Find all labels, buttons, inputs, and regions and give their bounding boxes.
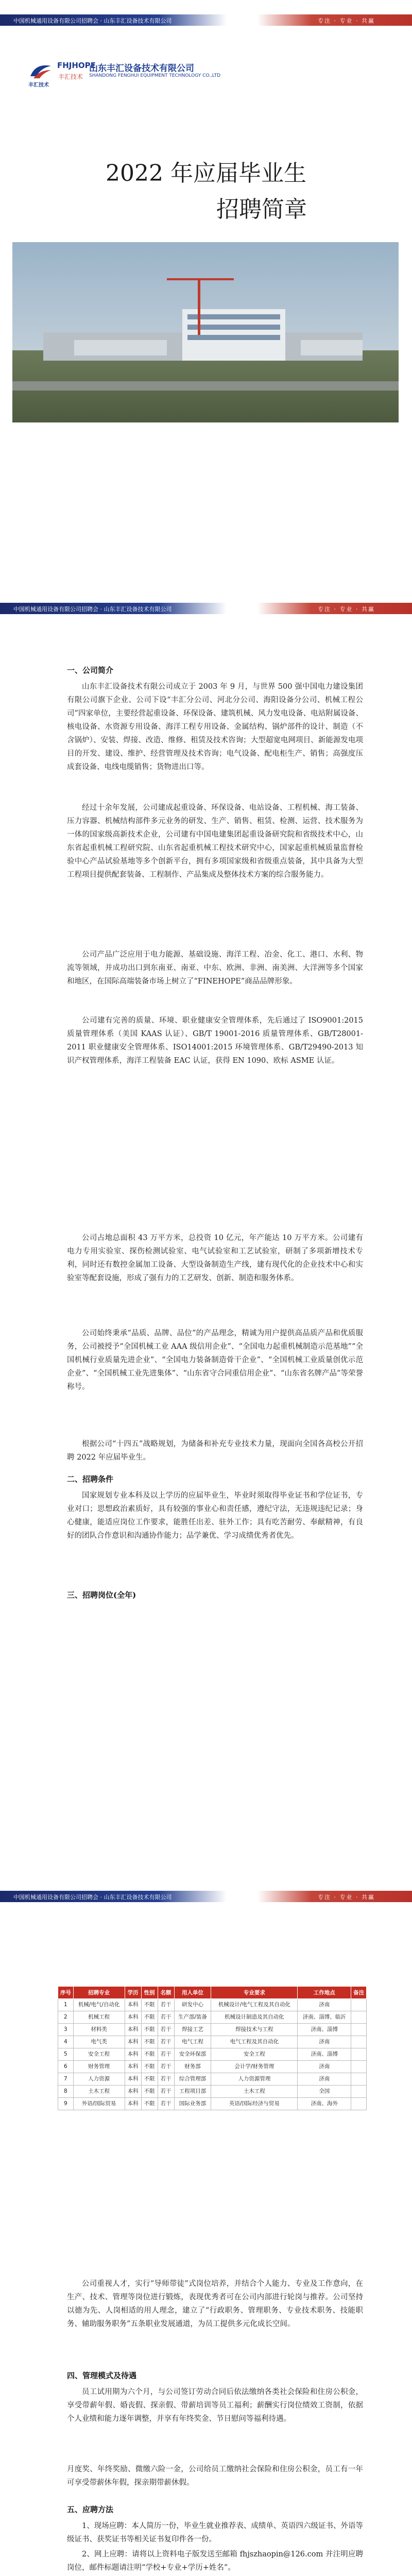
table-cell: 1 — [58, 1999, 74, 2011]
table-cell: 本科 — [125, 2036, 141, 2048]
table-cell: 材料类 — [73, 2024, 125, 2036]
table-cell: 综合管理部 — [174, 2073, 211, 2086]
table-header-cell: 名额 — [158, 1987, 174, 1999]
header-right-band — [258, 603, 412, 614]
page-1 — [0, 0, 412, 577]
section-heading-apply: 五、应聘方法 — [67, 2505, 114, 2514]
table-cell: 本科 — [125, 2061, 141, 2073]
table-header-cell: 招聘专业 — [73, 1987, 125, 1999]
apply-paragraph-2: 2、网上应聘：请将以上资料电子版发送至邮箱 fhjszhaopin@126.com 并注明应聘岗位，邮件标题请注明“学校+专业+学历+姓名”。 — [67, 2550, 363, 2572]
header-left-band — [0, 14, 227, 26]
table-cell: 若干 — [158, 2098, 174, 2110]
table-cell — [351, 2036, 367, 2048]
table-header-cell: 学历 — [125, 1987, 141, 1999]
table-cell: 电气工程及其自动化 — [211, 2036, 298, 2048]
table-cell: 7 — [58, 2073, 74, 2086]
table-cell: 生产部/装备 — [174, 2011, 211, 2024]
header-left-band — [0, 1891, 227, 1902]
intro-paragraph-4: 公司建有完善的质量、环境、职业健康安全管理体系，先后通过了 ISO9001:2015 质量管理体系（美国 KAAS 认证）、GB/T 19001-2016 质量管理体系、GB/T28001-2011 职业健康安全管理体系、ISO14001:2015 环境管理体系、GB/T29490-2013 知识产权管理体系，海洋工程装备 EAC 认证，获得 EN 1090、欧标 ASME 认证。 — [67, 1016, 363, 1065]
table-cell: 若干 — [158, 2086, 174, 2098]
header-left-text: 中国机械通用设备有限公司招聘会 · 山东丰汇设备技术有限公司 — [13, 606, 172, 613]
table-cell: 本科 — [125, 1999, 141, 2011]
table-cell: 机械/电气/自动化 — [73, 1999, 125, 2011]
table-cell: 研发中心 — [174, 1999, 211, 2011]
table-cell: 全国 — [298, 2086, 351, 2098]
table-cell: 电气类 — [73, 2036, 125, 2048]
header-bar — [0, 14, 412, 26]
table-row — [58, 1999, 367, 2011]
table-header-cell: 备注 — [351, 1987, 367, 1999]
table-cell: 不限 — [141, 2024, 158, 2036]
intro-paragraph-2: 经过十余年发展，公司建成起重设备、环保设备、电站设备、工程机械、海工装备、压力容器、机械结构部件多元业务的研发、生产、销售、租赁、检测、运营、技术服务为一体的国家级高新技术企业，公司建有中国电建集团起重设备研究院和省级技术中心，山东省起重机械工程研究院、山东省起重机械工程技术研究中心，国家起重机械质量监督检验中心产品试验基地等多个创新平台，拥有多项国家级和省级重点装备，其中具备为大型工程项目提供配套装备、工程制作、产品集成及整体技术方案的综合服务能力。 — [67, 804, 363, 879]
company-name-en: SHANDONG FENGHUI EQUIPMENT TECHNOLOGY CO.,LTD — [89, 73, 221, 78]
header-right-text: 专注 · 专业 · 共赢 — [318, 1894, 375, 1901]
table-cell: 土木工程 — [73, 2086, 125, 2098]
header-right-text: 专注 · 专业 · 共赢 — [318, 18, 375, 24]
table-cell — [351, 2086, 367, 2098]
table-cell: 若干 — [158, 2061, 174, 2073]
table-header-row — [58, 1987, 367, 1999]
table-cell: 人力资源 — [73, 2073, 125, 2086]
table-cell: 3 — [58, 2024, 74, 2036]
table-header-cell: 专业要求 — [211, 1987, 298, 1999]
table-cell: 本科 — [125, 2086, 141, 2098]
table-cell: 本科 — [125, 2011, 141, 2024]
management-paragraph-1: 公司重视人才，实行“导师带徒”式岗位培养，并结合个人能力、专业及工作意向，在生产、技术、管理等岗位进行锻炼，表现优秀者可在公司内部进行轮岗与推荐。公司坚持以德为先、人岗相适的用人理念，建立了“行政职务、管理职务、专业技术职务、技能职务、辅助服务职务”五条职业发展通道，为员工提供多元化成长空间。 — [67, 2280, 363, 2328]
table-cell: 安全工程 — [211, 2048, 298, 2061]
table-cell: 济南、淄博、临沂 — [298, 2011, 351, 2024]
logo-caption: 丰汇技术 — [28, 82, 49, 88]
section-heading-requirements: 二、招聘条件 — [67, 1475, 114, 1484]
table-cell: 电气工程 — [174, 2036, 211, 2048]
table-cell: 济南、淄博 — [298, 2024, 351, 2036]
table-cell: 本科 — [125, 2024, 141, 2036]
table-cell: 若干 — [158, 1999, 174, 2011]
header-left-band — [0, 603, 227, 614]
section-heading-management: 四、管理模式及待遇 — [67, 2371, 137, 2380]
table-cell: 不限 — [141, 1999, 158, 2011]
header-right-band — [258, 14, 412, 26]
table-cell: 济南 — [298, 2073, 351, 2086]
intro-paragraph-3: 公司产品广泛应用于电力能源、基础设施、海洋工程、冶金、化工、港口、水利、物流等领域，并成功出口到东南亚、南亚、中东、欧洲、非洲、南美洲、大洋洲等多个国家和地区，在国际高端装备市场上树立了“FINEHOPE”商品品牌形象。 — [67, 951, 363, 986]
logo-icon — [28, 61, 53, 80]
table-row — [58, 2098, 367, 2110]
table-header-cell: 用人单位 — [174, 1987, 211, 1999]
table-cell: 机械设计/电气工程及其自动化 — [211, 1999, 298, 2011]
table-cell — [351, 2098, 367, 2110]
table-cell: 本科 — [125, 2048, 141, 2061]
table-header-cell: 性别 — [141, 1987, 158, 1999]
company-name-cn: 山东丰汇设备技术有限公司 — [89, 63, 194, 74]
table-row — [58, 2073, 367, 2086]
header-bar — [0, 1891, 412, 1902]
table-cell: 若干 — [158, 2073, 174, 2086]
page-2 — [0, 587, 412, 1170]
page-4 — [0, 2463, 412, 2576]
table-cell: 9 — [58, 2098, 74, 2110]
table-row — [58, 2086, 367, 2098]
intro-paragraph-6: 公司始终秉承“品质、品牌、品位”的产品理念，精诚为用户提供高品质产品和优质服务，公司被授予“全国机械工业 AAA 级信用企业”、“全国电力起重机械制造示范基地”“全国机械行业质量先进企业”、“全国电力装备制造骨干企业”、“全国机械工业质量创优示范企业”、“全国机械工业先进集体”、“山东省守合同重信用企业”、“山东省名牌产品”等荣誉称号。 — [67, 1329, 363, 1391]
title-line-2: 招聘简章 — [216, 196, 307, 223]
table-cell: 若干 — [158, 2011, 174, 2024]
table-cell — [351, 2048, 367, 2061]
section-heading-intro: 一、公司简介 — [67, 666, 114, 675]
table-row — [58, 2011, 367, 2024]
table-cell: 若干 — [158, 2048, 174, 2061]
factory-photo — [12, 242, 399, 422]
table-cell: 外语/国际贸易 — [73, 2098, 125, 2110]
header-right-band — [258, 1891, 412, 1902]
table-cell: 济南 — [298, 2061, 351, 2073]
header-left-text: 中国机械通用设备有限公司招聘会 · 山东丰汇设备技术有限公司 — [13, 1894, 172, 1901]
table-cell: 不限 — [141, 2098, 158, 2110]
table-cell — [351, 2024, 367, 2036]
table-row — [58, 2036, 367, 2048]
management-paragraph-2: 员工试用期为六个月，与公司签订劳动合同后依法缴纳各类社会保险和住房公积金，享受带薪年假、婚丧假、探亲假、带薪培训等员工福利；薪酬实行岗位绩效工资制，依据个人业绩和能力逐年调整，并享有年终奖金、节日慰问等福利待遇。 — [67, 2388, 363, 2423]
table-cell — [351, 2061, 367, 2073]
table-cell: 不限 — [141, 2061, 158, 2073]
intro-paragraph-7: 根据公司“十四五”战略规划，为储备和补充专业技术力量，现面向全国各高校公开招聘 2022 年应届毕业生。 — [67, 1440, 363, 1462]
table-cell: 不限 — [141, 2086, 158, 2098]
company-logo — [28, 58, 389, 89]
table-cell: 若干 — [158, 2036, 174, 2048]
table-cell: 机械工程 — [73, 2011, 125, 2024]
table-cell: 财务管理 — [73, 2061, 125, 2073]
table-cell — [351, 1999, 367, 2011]
table-cell: 英语/国际经济与贸易 — [211, 2098, 298, 2110]
positions-table — [58, 1986, 367, 2110]
intro-paragraph-5: 公司占地总面积 43 万平方米，总投资 10 亿元，年产能达 10 万平方米。公司建有电力专用实验室、探伤检测试验室、电气试验室和工艺试验室，研制了多项新增技术专利，同时还有数控金属加工设备、大型设备制造生产线，建有现代化的企业技术中心和实验室等配套设施，形成了强有力的工艺研发、创新、制造和服务体系。 — [67, 1234, 363, 1282]
apply-paragraph-1: 1、现场应聘：本人简历一份，毕业生就业推荐表、成绩单、英语四六级证书、外语等级证书、获奖证书等相关证书复印件各一份。 — [67, 2522, 363, 2544]
table-row — [58, 2024, 367, 2036]
table-cell: 2 — [58, 2011, 74, 2024]
table-cell: 会计学/财务管理 — [211, 2061, 298, 2073]
page-3 — [0, 1180, 412, 2354]
table-cell: 安全工程 — [73, 2048, 125, 2061]
table-header-cell: 工作地点 — [298, 1987, 351, 1999]
table-cell: 不限 — [141, 2048, 158, 2061]
table-header-cell: 序号 — [58, 1987, 74, 1999]
table-cell: 土木工程 — [211, 2086, 298, 2098]
table-cell: 安全环保部 — [174, 2048, 211, 2061]
table-cell: 本科 — [125, 2073, 141, 2086]
section-heading-positions: 三、招聘岗位(全年) — [67, 1590, 136, 1600]
table-cell: 国际业务部 — [174, 2098, 211, 2110]
requirements-paragraph: 国家规划专业本科及以上学历的应届毕业生，毕业时须取得毕业证书和学位证书，专业对口；思想政治素质好，具有较强的事业心和责任感，遵纪守法，无违规违纪记录；身心健康，能适应岗位工作要求，能胜任出差、驻外工作；具有吃苦耐劳、奉献精神，有良好的团队合作意识和沟通协作能力；品学兼优、学习成绩优秀者优先。 — [67, 1492, 363, 1540]
table-cell: 济南、海外 — [298, 2098, 351, 2110]
table-row — [58, 2061, 367, 2073]
table-cell: 焊接技术与工程 — [211, 2024, 298, 2036]
table-body — [58, 1999, 367, 2110]
title-line-1: 2022 年应届毕业生 — [106, 160, 306, 187]
table-cell: 焊接工艺 — [174, 2024, 211, 2036]
header-left-text: 中国机械通用设备有限公司招聘会 · 山东丰汇设备技术有限公司 — [13, 18, 172, 24]
table-row — [58, 2048, 367, 2061]
table-cell: 不限 — [141, 2073, 158, 2086]
table-cell: 6 — [58, 2061, 74, 2073]
table-cell — [351, 2073, 367, 2086]
table-cell: 机械设计制造及其自动化 — [211, 2011, 298, 2024]
table-cell: 济南 — [298, 2036, 351, 2048]
table-cell — [351, 2011, 367, 2024]
table-cell: 济南、淄博 — [298, 2048, 351, 2061]
table-cell: 若干 — [158, 2024, 174, 2036]
management-paragraph-3: 月度奖、年终奖励、微缴六险一金，公司给员工缴纳社会保险和住房公积金，员工有一年可享受带薪休年假，探亲期带薪休假。 — [67, 2465, 363, 2487]
table-cell: 工程项目部 — [174, 2086, 211, 2098]
table-cell: 济南 — [298, 1999, 351, 2011]
table-cell: 不限 — [141, 2036, 158, 2048]
table-cell: 财务部 — [174, 2061, 211, 2073]
table-cell: 本科 — [125, 2098, 141, 2110]
brand-name-sub: 丰汇技术 — [58, 73, 83, 80]
header-right-text: 专注 · 专业 · 共赢 — [318, 606, 375, 613]
table-cell: 8 — [58, 2086, 74, 2098]
table-cell: 人力资源管理 — [211, 2073, 298, 2086]
table-cell: 不限 — [141, 2011, 158, 2024]
table-cell: 5 — [58, 2048, 74, 2061]
page-3-bottom — [0, 2277, 412, 2432]
brand-name-en: FHJHOPE — [57, 61, 96, 70]
intro-paragraph-1: 山东丰汇设备技术有限公司成立于 2003 年 9 月，与世界 500 强中国电力建设集团有限公司旗下企业、公司下设“丰汇分公司、河北分公司、海阳设备分公司、机械工程公司”四家单位，主要经营起重设备、环保设备、建筑机械、风力发电设备、电站附属设备、核电设备、水资源专用设备、海洋工程专用设备、金属结构、锅炉部件的设计、制造（不含锅炉）、安装、焊接、改造、维修、租赁及技术咨询；大型超宽电网项目、新能源发电项目的开发、建设、维护、经营管理及技术咨询；电气设备、配电柜生产、销售；高强度压成套设备、电线电缆销售；货物进出口等。 — [67, 683, 363, 771]
table-cell: 4 — [58, 2036, 74, 2048]
header-bar — [0, 603, 412, 614]
